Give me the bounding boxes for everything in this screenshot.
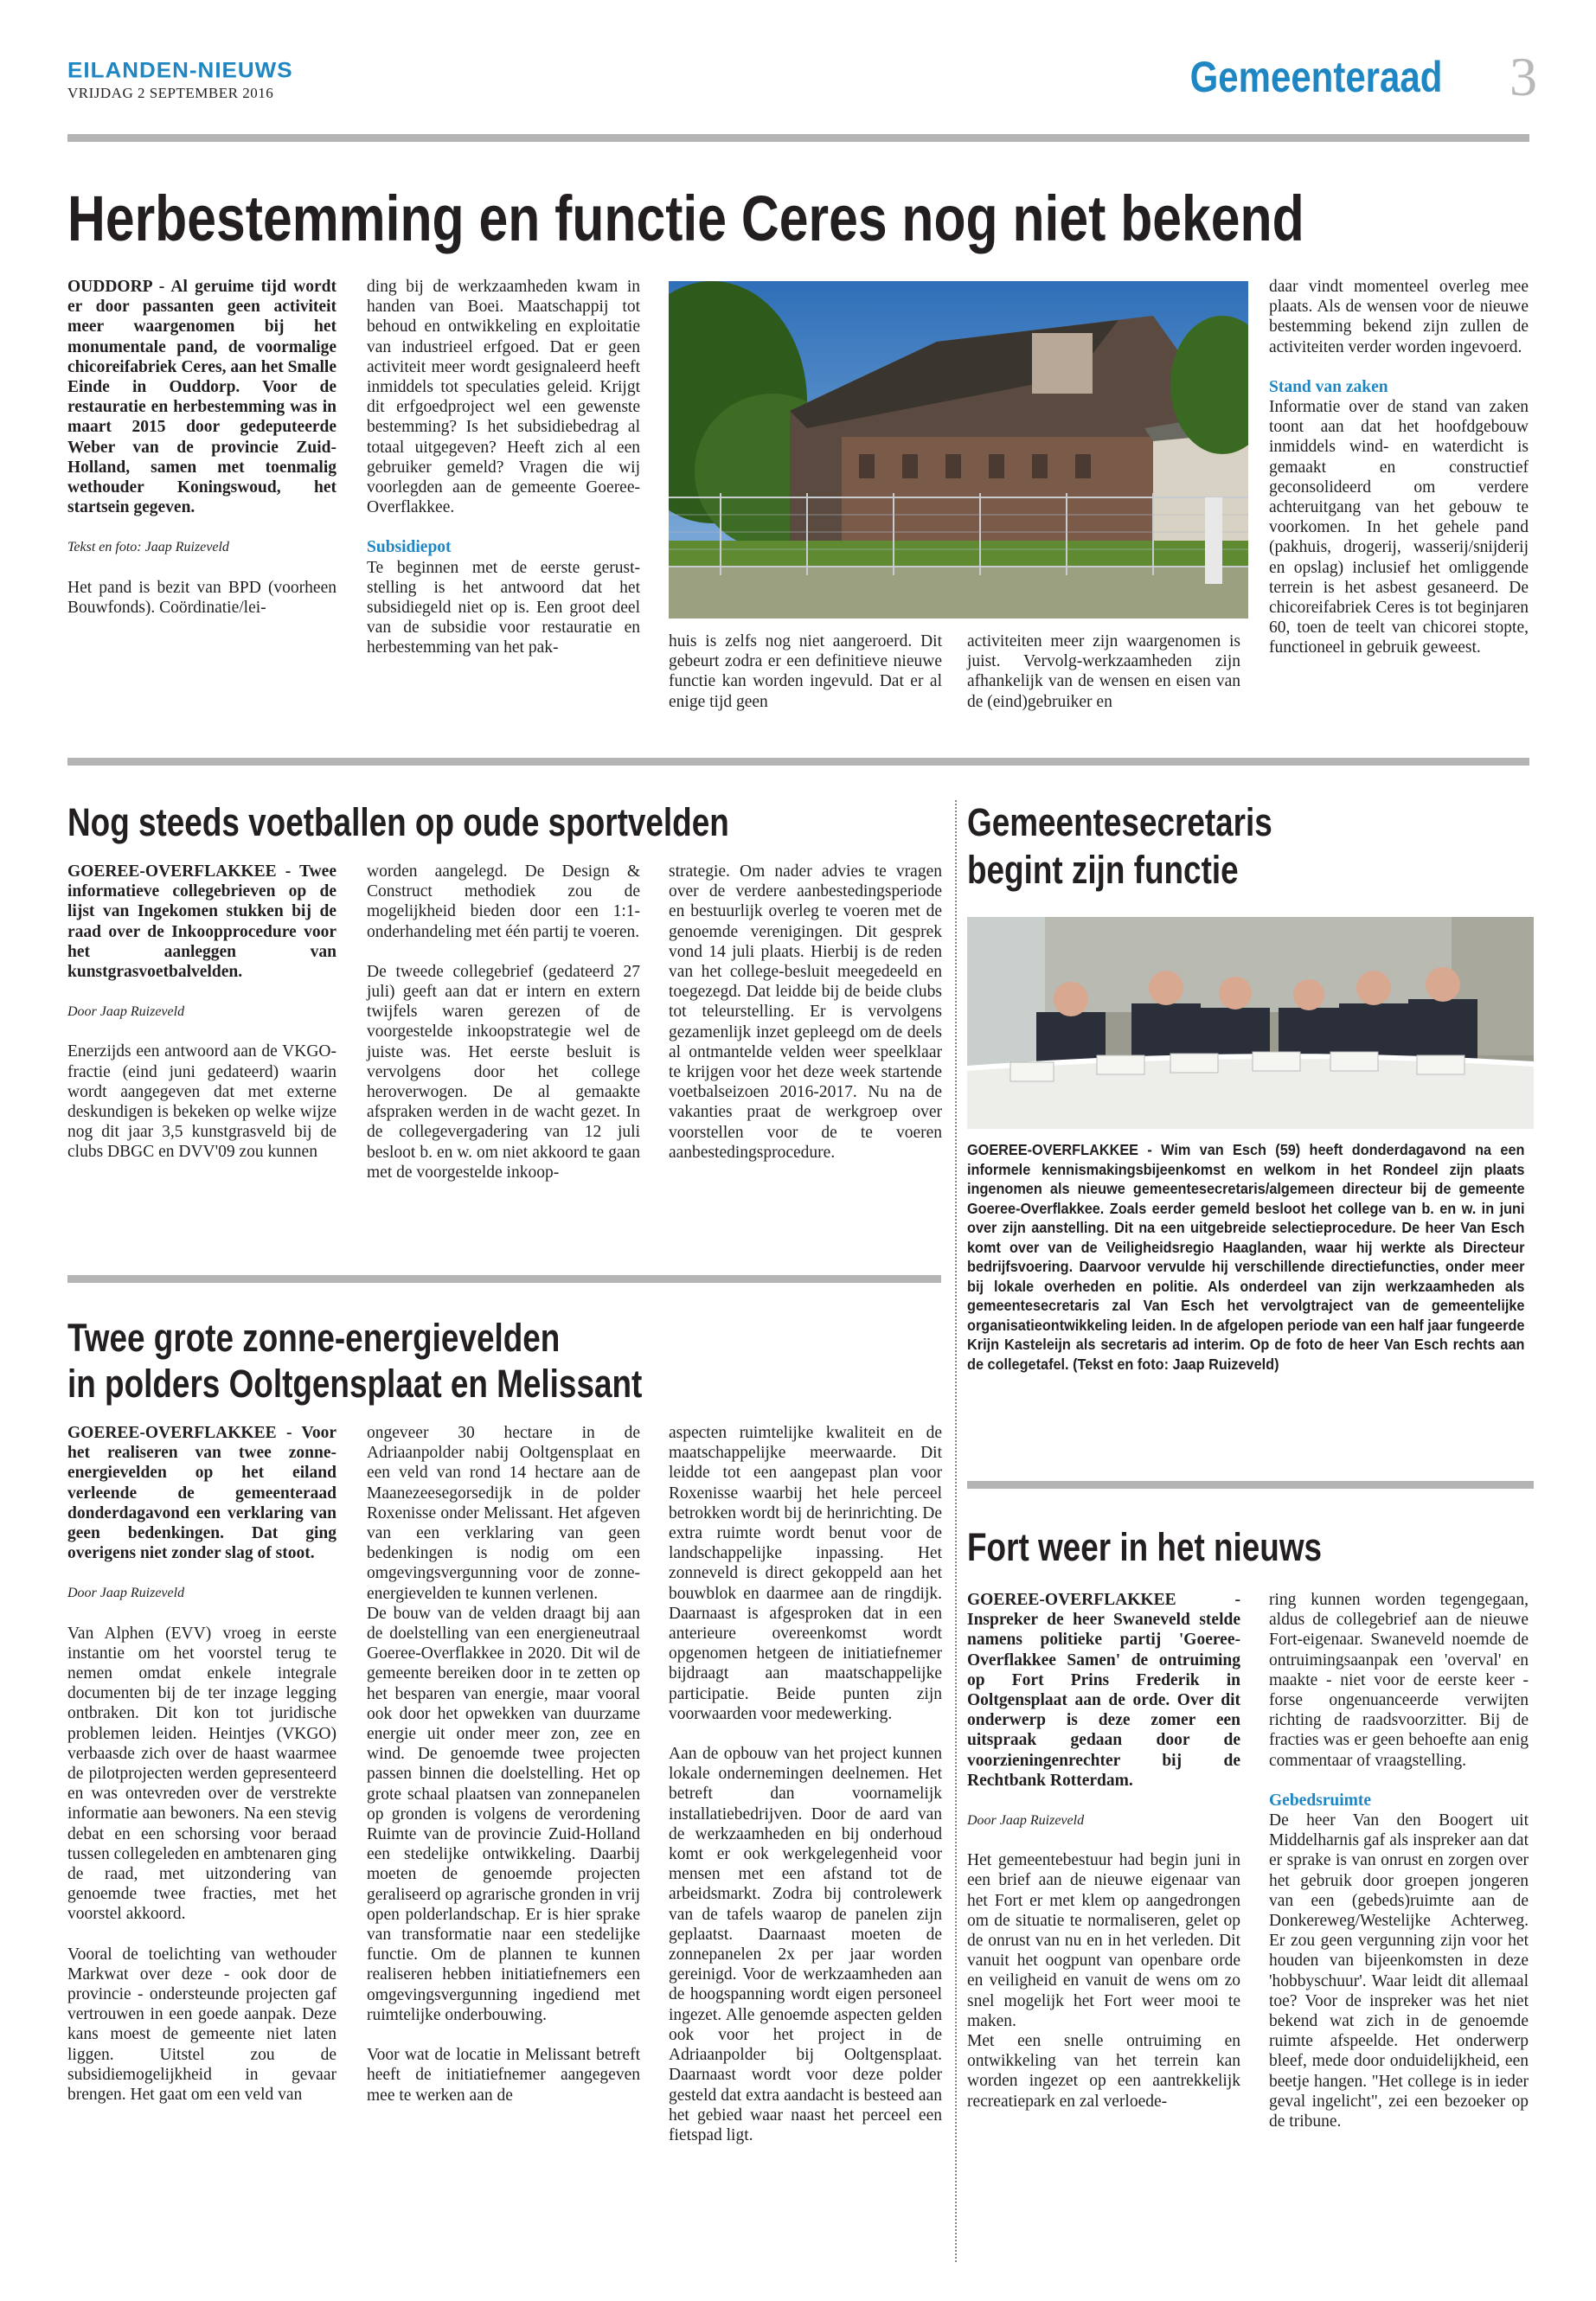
article5-col2: [1269, 1590, 1529, 2151]
article5-subhead-gebedsruimte: Gebedsruimte: [1269, 1791, 1372, 1810]
divider-rule-3: [967, 1481, 1534, 1489]
article4-headline-line1: Gemeentesecretaris: [967, 800, 1272, 844]
ceres-building-photo: [669, 281, 1248, 619]
article5-col1-body: Het gemeentebestuur had begin juni in een brief aan de nieuwe eigenaar van het Fort er met klem op aangedrongen om de situatie te normaliseren, gelet op de onrust van nu en in het verleden. Dit vanuit het oogpunt van openbare orde en veiligheid en vanuit de wens om zo snel mogelijk het Fort weer mooi te maken.: [967, 1851, 1240, 2030]
ceres-building-illustration: [669, 281, 1248, 619]
column-separator: [955, 800, 957, 2262]
article1-col2-body2: Te beginnen met de eerste gerust-stelling is het antwoord dat het subsidiegeld niet op is. Een groot deel van de subsidie voor restauratie en herbestemming van het pak-: [367, 558, 640, 657]
article1-col5: [1269, 277, 1529, 678]
gemeentesecretaris-photo: [967, 917, 1534, 1129]
article3-col2-body: ongeveer 30 hectare in de Adriaanpolder nabij Ooltgensplaat en een veld van rond 14 hectare aan de Maanezeesegorsedijk in de polder Roxenisse onder Melissant. Het afgeven van een verklaring van geen bedenkingen is nodig om een omgevingsvergunning voor de zonne-energievelden te kunnen verlenen.: [367, 1424, 640, 1603]
article2-headline: Nog steeds voetballen op oude sportvelden: [67, 800, 729, 844]
article1-headline: Herbestemming en functie Ceres nog niet bekend: [67, 183, 1304, 254]
article1-col5-body: daar vindt momenteel overleg mee plaats. Als de wensen voor de nieuwe bestemming bekend zijn zullen de activiteiten verder worden ingevoerd.: [1269, 278, 1529, 356]
article1-col1: [67, 277, 337, 638]
article5-col2-body: ring kunnen worden tegengegaan, aldus de collegebrief aan de nieuwe Fort-eigenaar. Swaneveld noemde de ontruimingsaanpak een 'overval' en maakte - niet voor de eerste keer - forse ongenuanceerde verwijten richting de raadsvoorzitter. Bij de fracties was er geen behoefte aan enig commentaar of vraagstelling.: [1269, 1591, 1529, 1770]
article2-byline: Door Jaap Ruizeveld: [67, 1004, 185, 1020]
article1-col2: [367, 277, 640, 678]
article3-col2: [367, 1423, 640, 2125]
article2-col1-body: Enerzijds een antwoord aan de VKGO-fractie (eind juni gedateerd) waarin wordt aangegeven dat met externe deskundigen is bekeken op welke wijze nog dit jaar 3,5 kunstgrasveld bij de clubs DBGC en DVV'09 zou kunnen: [67, 1042, 337, 1162]
article3-lead: GOEREE-OVERFLAKKEE - Voor het realiseren van twee zonne-energievelden op het eiland verleende de gemeenteraad donderdagavond een verklaring van geen bedenkingen. Dat ging overigens niet zonder slag of stoot.: [67, 1424, 337, 1563]
article2-col2: [367, 862, 640, 1202]
article3-col3-body: aspecten ruimtelijke kwaliteit en de maatschappelijke meerwaarde. Dit leidde tot een aangepast plan voor Roxenisse waarbij het hele perceel betrokken wordt bij de herinrichting. De extra ruimte wordt benut voor de landschappelijke inpassing. Het zonneveld is direct gekoppeld aan het bouwblok en daarmee aan de ringdijk. Daarnaast is afgesproken dat in een anterieure overeenkomst wordt opgenomen hetgeen de initiatiefnemer bijdraagt aan maatschappelijke participatie. Beide punten zijn voorwaarden voor medewerking.: [669, 1424, 942, 1723]
article2-col2-body: worden aangelegd. De Design & Construct methodiek zou de mogelijkheid bieden door een 1:1-onderhandeling met één partij te voeren.: [367, 862, 640, 941]
divider-rule-2: [67, 1275, 941, 1283]
article1-subhead-subsidiepot: Subsidiepot: [367, 538, 452, 557]
article4-caption: GOEREE-OVERFLAKKEE - Wim van Esch (59) heeft donderdagavond na een informele kennismakingsbijeenkomst en welkom in het Rondeel zijn plaats ingenomen als nieuwe gemeentesecretaris/algemeen directeur bij de gemeente Goeree-Overflakkee. Zoals eerder gemeld besloot het college van b. en w. in juni over zijn aanstelling. Dit na een uitgebreide selectieprocedure. De heer Van Esch komt over van de Veiligheidsregio Haaglanden, waar hij werkte als Directeur bedrijfsvoering. Daarvoor vervulde hij verschillende directiefuncties, onder meer bij lokale overheden en politie. Als onderdeel van zijn werkzaamheden als gemeentesecretaris zal Van Esch het vervolgtraject van de gemeentelijke organisatieontwikkeling leiden. In de afgelopen periode van een half jaar fungeerde Krijn Kasteleijn als secretaris ad interim. Op de foto de heer Van Esch rechts aan de collegetafel. (Tekst en foto: Jaap Ruizeveld): [967, 1141, 1525, 1373]
article3-col3: [669, 1423, 942, 2165]
article5-byline: Door Jaap Ruizeveld: [967, 1813, 1085, 1829]
article1-byline: Tekst en foto: Jaap Ruizeveld: [67, 540, 229, 555]
article1-col4-body: activiteiten meer zijn waargenomen is juist. Vervolg-werkzaamheden zijn afhankelijk van de wensen en eisen van de (eind)gebruiker en: [967, 632, 1240, 711]
article1-subhead-stand-van-zaken: Stand van zaken: [1269, 377, 1388, 396]
article4-headline-line2: begint zijn functie: [967, 848, 1239, 892]
page-number: 3: [1509, 46, 1537, 107]
divider-rule-1: [67, 758, 1529, 766]
article3-headline-line1: Twee grote zonne-energievelden: [67, 1316, 561, 1360]
article1-col3-body: huis is zelfs nog niet aangeroerd. Dit gebeurt zodra er een definitieve nieuwe functie kan worden ingevuld. Dat er al enige tijd geen: [669, 632, 942, 711]
article1-col3: [669, 631, 942, 732]
article3-col1-body2: Vooral de toelichting van wethouder Markwat over deze - ook door de provincie - ondersteunde projecten gaf vertrouwen in een goede aanpak. Deze kans moest de gemeente niet laten liggen. Uitstel zou de subsidiemogelijkheid in gevaar brengen. Het gaat om een veld van: [67, 1945, 337, 2105]
article3-col1-body: Van Alphen (EVV) vroeg in eerste instantie om het voorstel terug te nemen omdat enkele integrale documenten bij de ter inzage legging ontbraken. Dit kon tot juridische problemen leiden. Heintjes (VKGO) verbaasde zich over de haast waarmee de pilotprojecten werden gepresenteerd en was ontevreden over de verstrekte informatie aan bewoners. Na een stevig debat en een schorsing voor beraad tussen collegeleden en ambtenaren ging de raad, met uitzondering van genoemde twee fracties, met het voorstel akkoord.: [67, 1624, 337, 1924]
article2-col3: [669, 862, 942, 1183]
article2-col1: [67, 862, 337, 1183]
article2-col3-body: strategie. Om nader advies te vragen over de verdere aanbestedingsperiode en bestuurlijk overleg te voeren met de genoemde verenigingen. Dit gesprek vond 14 juli plaats. Hierbij is de reden van het college-besluit meegedeeld en toegezegd. Dat leidde bij de beide clubs tot teleurstelling. Er is vervolgens gezamenlijk inzet gepleegd om de deels al ontmantelde velden weer speelklaar te krijgen voor het deze week startende voetbalseizoen 2016-2017. Nu na de vakanties praat de werkgroep over voorstellen voor de te voeren aanbestedingsprocedure.: [669, 862, 942, 1162]
article5-col1: [967, 1590, 1240, 2131]
article5-col2-body2: De heer Van den Boogert uit Middelharnis gaf als inspreker aan dat er sprake is van onrust en zorgen over het gebruik door groepen jongeren van een (gebeds)ruimte aan de Donkereweg/Westelijke Achterweg. Er zou geen vergunning zijn voor het houden van bijeenkomsten in deze 'hobbyschuur'. Waar leidt dit allemaal toe? Voor de inspreker was het niet bekend wat zich in de genoemde ruimte afspeelde. Het onderwerp bleef, mede door onduidelijkheid, een beetje hangen. "Het college is in ieder geval ingelicht", zei een bezoeker op de tribune.: [1269, 1811, 1529, 2131]
article1-col5-body2: Informatie over de stand van zaken toont aan dat het hoofdgebouw inmiddels wind- en waterdicht is gemaakt en constructief geconsolideerd om verdere achteruitgang van het gebouw te voorkomen. In het gehele pand (pakhuis, drogerij, wasserij/snijderij en opslag) inclusief het omliggende terrein is het asbest gesaneerd. De chicoreifabriek Ceres is tot beginjaren 60, toen de teelt van chicorei stopte, functioneel in gebruik geweest.: [1269, 398, 1529, 657]
article3-byline: Door Jaap Ruizeveld: [67, 1586, 185, 1601]
article3-headline-line2: in polders Ooltgensplaat en Melissant: [67, 1362, 643, 1406]
article1-col2-body: ding bij de werkzaamheden kwam in handen van Boei. Maatschappij tot behoud en ontwikkeling en exploitatie van industrieel erfgoed. Dat er geen activiteit meer wordt gesignaleerd heeft inmiddels tot speculaties geleid. Krijgt dit erfgoedproject wel een gewenste bestemming? Is het subsidiebedrag al totaal uitgegeven? Heeft zich al een gebruiker gemeld? Vragen die wij voorlegden aan de gemeente Goeree-Overflakkee.: [367, 278, 640, 517]
article3-col3-body2: Aan de opbouw van het project kunnen lokale ondernemingen deelnemen. Het betreft dan voornamelijk installatiebedrijven. Door de aard van de werkzaamheden en bij onderhoud komt er ook werkgelegenheid voor mensen met een afstand tot de arbeidsmarkt. Zodra bij controlewerk van de tafels waarop de panelen zijn geplaatst. Daarnaast moeten de zonnepanelen 2x per jaar worden gereinigd. Voor de werkzaamheden aan de hoogspanning wordt eigen personeel ingezet. Alle genoemde aspecten gelden ook voor het project in de Adriaanpolder bij Ooltgensplaat. Daarnaast wordt voor deze polder gesteld dat extra aandacht is besteed aan het gebied waar naast het perceel een fietspad ligt.: [669, 1745, 942, 2144]
article5-headline: Fort weer in het nieuws: [967, 1525, 1323, 1569]
issue-date: VRIJDAG 2 SEPTEMBER 2016: [67, 85, 274, 101]
article2-lead: GOEREE-OVERFLAKKEE - Twee informatieve collegebrieven op de lijst van Ingekomen stukken bij de raad over de Inkoopprocedure voor het aanleggen van kunstgrasvoetbalvelden.: [67, 862, 337, 982]
article1-col1-body: Het pand is bezit van BPD (voorheen Bouwfonds). Coördinatie/lei-: [67, 578, 337, 617]
article3-col2-body3: Voor wat de locatie in Melissant betreft heeft de initiatiefnemer aangegeven mee te werken aan de: [367, 2046, 640, 2105]
article1-col4: [967, 631, 1240, 732]
article5-lead: GOEREE-OVERFLAKKEE - Inspreker de heer Swaneveld stelde namens politieke partij 'Goeree-Overflakkee Samen' de ontruiming op Fort Prins Frederik in Ooltgensplaat aan de orde. Over dit onderwerp is deze zomer een uitspraak gedaan door de voorzieningenrechter bij de Rechtbank Rotterdam.: [967, 1591, 1240, 1790]
article5-col1-body2: Met een snelle ontruiming en ontwikkeling van het terrein kan worden ingezet op een aantrekkelijk recreatiepark en zal verloede-: [967, 2032, 1240, 2111]
article3-col2-body2: De bouw van de velden draagt bij aan de doelstelling van een energieneutraal Goeree-Overflakkee in 2020. Dit wil de gemeente bereiken door in te zetten op het besparen van energie, maar vooral ook door het opwekken van duurzame energie uit onder meer zon, zee en wind. De genoemde twee projecten passen binnen die doelstelling. Het op grote schaal plaatsen van zonnepanelen op gronden is volgens de verordening Ruimte van de provincie Zuid-Holland een stedelijke ontwikkeling. Daarbij moeten de genoemde projecten geraliseerd op agrarische gronden in vrij open polderlandschap. Er is hier sprake van transformatie naar een stedelijke functie. Om de plannen te kunnen realiseren hebben initiatiefnemers een omgevingsvergunning ingediend met ruimtelijke onderbouwing.: [367, 1604, 640, 2024]
article3-col1: [67, 1423, 337, 2125]
council-table-illustration: [967, 917, 1534, 1129]
section-title: Gemeenteraad: [1189, 53, 1442, 101]
article2-col2-body2: De tweede collegebrief (gedateerd 27 juli) geeft aan dat er intern en extern twijfels waren gerezen of de voorgestelde inkoopstrategie wel de juiste was. Het eerste besluit is vervolgens door het college heroverwogen. De al gemaakte afspraken werden in de wacht gezet. In de collegevergadering van 12 juli besloot b. en w. om niet akkoord te gaan met de voorgestelde inkoop-: [367, 962, 640, 1182]
header-rule: [67, 134, 1529, 142]
masthead-logo: EILANDEN-NIEUWS: [67, 57, 293, 83]
article1-lead: OUDDORP - Al geruime tijd wordt er door passanten geen activiteit meer waargenomen bij het monumentale pand, de voormalige chicoreifabriek Ceres, aan het Smalle Einde in Ouddorp. Voor de restauratie en herbestemming was in maart 2015 door gedeputeerde Weber van de provincie Zuid-Holland, samen met toenmalig wethouder Koningswoud, het startsein gegeven.: [67, 278, 337, 517]
